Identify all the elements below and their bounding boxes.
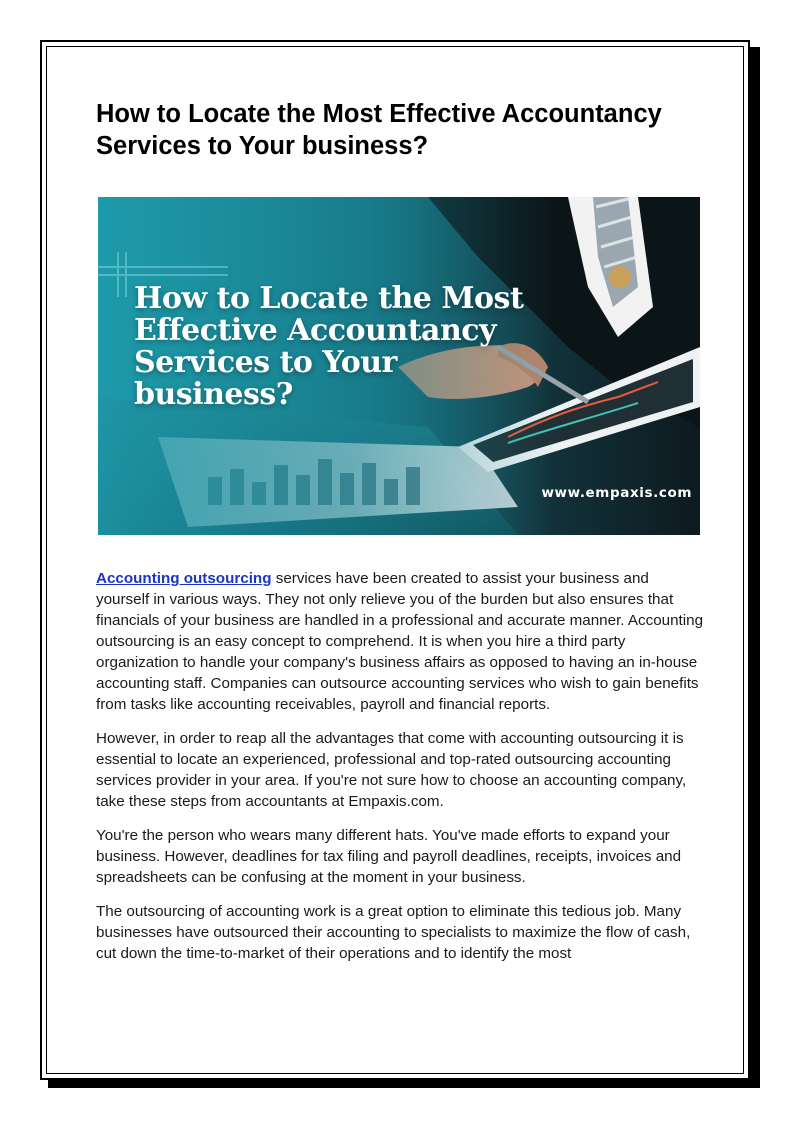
hero-heading: How to Locate the Most Effective Accountancy Services to Your business? (134, 281, 524, 412)
document-title: How to Locate the Most Effective Accountancy Services to Your business? (96, 100, 662, 160)
accounting-outsourcing-link[interactable]: Accounting outsourcing (96, 570, 272, 587)
hero-image (98, 197, 700, 535)
paragraph-4: The outsourcing of accounting work is a great option to eliminate this tedious job. Many businesses have outsourced their accounting to specialists to maximize the flow of cash, cut down the time-to-market of their operations and to identify the most (96, 903, 691, 962)
paragraph-2: However, in order to reap all the advantages that come with accounting outsourcing it is essential to locate an experienced, professional and top-rated outsourcing accounting services provider in your area. If you're not sure how to choose an accounting company, take these steps from accountants at Empaxis.com. (96, 730, 687, 810)
paragraph-1 (96, 568, 706, 715)
paragraph-1-text: services have been created to assist your business and yourself in various ways. They not only relieve you of the burden but also ensures that financials of your business are handled in a professional and accurate manner. Accounting outsourcing is an easy concept to comprehend. It is when you hire a third party organization to handle your company's business affairs as opposed to having an in-house accounting staff. Companies can outsource accounting services who wish to gain benefits from tasks like accounting receivables, payroll and financial reports. (96, 570, 704, 713)
hero-website-url: www.empaxis.com (541, 485, 692, 501)
paragraph-3: You're the person who wears many different hats. You've made efforts to expand your business. However, deadlines for tax filing and payroll deadlines, receipts, invoices and spreadsheets can be confusing at the moment in your business. (96, 827, 682, 886)
article-body (96, 568, 706, 977)
